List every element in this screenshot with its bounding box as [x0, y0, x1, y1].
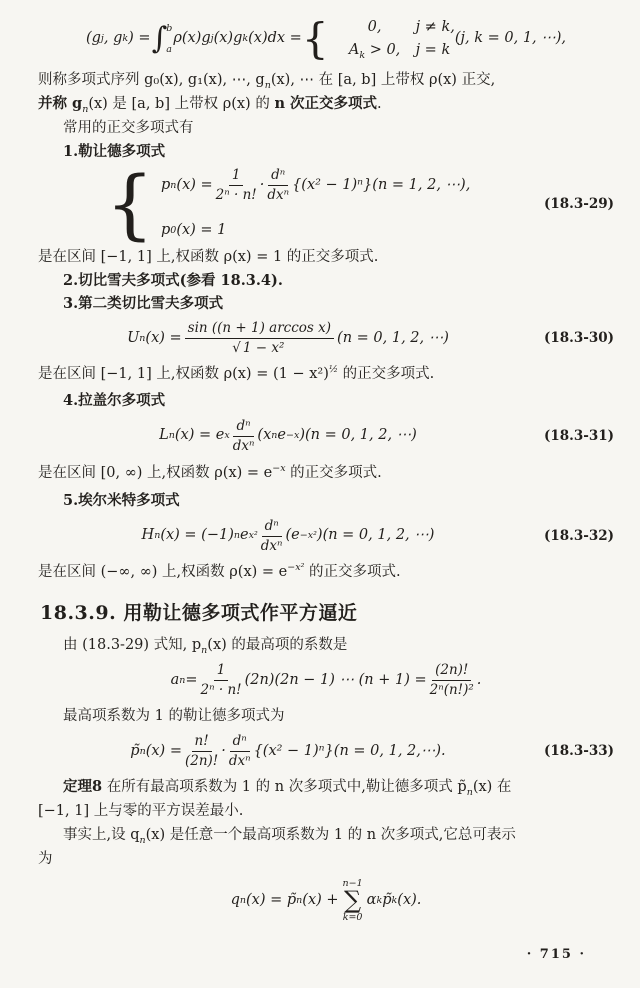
fraction: $\frac{\text{dⁿ}}{\text{dxⁿ}}$: [267, 167, 290, 204]
equation-number: (18.3-33): [543, 743, 614, 760]
item-chebyshev2-title: 3.第二类切比雪夫多项式: [63, 295, 224, 313]
para-theorem-8: 定理8 在所有最高项系数为 1 的 n 次多项式中,勒让德多项式 $p̃_n(x)$ 在 [−1, 1] 上与零的平方误差最小.: [38, 777, 512, 819]
para-orthogonal-sequence: 则称多项式序列 g₀(x), g₁(x), ⋯, $g_n(x)$, ⋯ 在 [a, b] 上带权 ρ(x) 正交, 并称 $g_n(x)$ 是 [a, b] 上带权 ρ(x) 的 n 次正交多项式.: [38, 72, 496, 116]
eq-leading-coefficient: a n = $\frac{1}{\text{2ⁿ · n!}}$ (2n)(2n − 1) ⋯ (n + 1) = $\frac{(2n)!}{\text{2ⁿ(n!)²}}$ .: [170, 662, 482, 699]
para-legendre-interval: 是在区间 [−1, 1] 上,权函数 ρ(x) = 1 的正交多项式.: [38, 249, 379, 266]
equation-number: (18.3-30): [543, 330, 614, 347]
equation-number: (18.3-29): [543, 196, 614, 213]
equation-number: (18.3-31): [543, 428, 614, 445]
para-laguerre-interval: 是在区间 [0, ∞) 上,权函数 $\rho(x) = e^{-x}$ 的正交多项式.: [38, 462, 382, 481]
para-monic-legendre: 最高项系数为 1 的勒让德多项式为: [63, 708, 285, 725]
summation-icon: n−1 ∑ k=0: [342, 877, 363, 924]
eq-legendre-18-3-29: { p n (x) = $\frac{1}{\text{2ⁿ · n!}}$ · $\frac{\text{dⁿ}}{\text{dxⁿ}}$ {(x² − 1)ⁿ} (n = 1, 2, ⋯), p 0 (x) = 1 (18.3-29): [105, 159, 614, 249]
fraction: $\frac{\text{dⁿ}}{\text{dxⁿ}}$: [228, 733, 251, 769]
left-brace-icon: {: [301, 14, 329, 64]
integral-icon: ∫ b a: [151, 21, 173, 57]
para-proof-setup: 事实上,设 $q_n(x)$ 是任意一个最高项系数为 1 的 n 次多项式,它总可表示 为: [38, 826, 516, 867]
fraction: $\frac{1}{\text{2ⁿ · n!}}$: [215, 167, 257, 204]
left-brace-icon: {: [105, 159, 154, 249]
para-chebyshev2-interval: 是在区间 [−1, 1] 上,权函数 $\rho(x) = (1 - x^2)^{\frac{1}{2}}$ 的正交多项式.: [38, 364, 435, 382]
fraction: $\frac{\text{sin ((n + 1) arccos x)}}{\text{√ 1 − x²}}$: [185, 320, 334, 357]
item-chebyshev-title: 2.切比雪夫多项式(参看 18.3.4).: [63, 272, 283, 290]
para-hermite-interval: 是在区间 (−∞, ∞) 上,权函数 $\rho(x) = e^{-x^2}$ 的正交多项式.: [38, 562, 401, 581]
fraction: $\frac{(2n)!}{\text{2ⁿ(n!)²}}$: [429, 662, 474, 699]
equation-number: (18.3-32): [543, 527, 614, 544]
item-hermite-title: 5.埃尔米特多项式: [63, 491, 180, 509]
eq-hermite-18-3-32: H n (x) = (−1) n e x² $\frac{\text{dⁿ}}{\text{dxⁿ}}$ (e −x² ) (n = 0, 1, 2, ⋯) (18.3-32): [141, 517, 614, 554]
item-legendre-title: 1.勒让德多项式: [63, 143, 166, 161]
sqrt-icon: √: [232, 340, 241, 356]
section-heading-18-3-9: 18.3.9. 用勒让德多项式作平方逼近: [40, 602, 358, 625]
eq-orth-lhs: (g: [85, 30, 101, 47]
eq-qn-expansion: q n (x) = p̃ n (x) + n−1 ∑ k=0 α k p̃ k (x).: [230, 877, 422, 924]
fraction: $\frac{1}{\text{2ⁿ · n!}}$: [200, 662, 242, 699]
eq-orthogonality: (g j , g k ) = ∫ b a ρ(x)g j (x)g k (x)dx = { 0, j ≠ k, $A_k > 0$, j = k (j, k = 0, 1, ⋯),: [85, 14, 567, 64]
eq-laguerre-18-3-31: L n (x) = e x $\frac{\text{dⁿ}}{\text{dxⁿ}}$ (x n e −x ) (n = 0, 1, 2, ⋯) (18.3-31): [159, 417, 614, 454]
para-leading-coefficient: 由 (18.3-29) 式知, $p_n(x)$ 的最高项的系数是: [63, 637, 348, 657]
para-common-polynomials: 常用的正交多项式有: [63, 120, 194, 137]
cases-block: 0, j ≠ k, $A_k > 0$, j = k: [348, 19, 455, 61]
page-number: · 715 ·: [526, 947, 586, 962]
fraction: $\frac{\text{dⁿ}}{\text{dxⁿ}}$: [232, 417, 255, 454]
fraction: $\frac{\text{dⁿ}}{\text{dxⁿ}}$: [260, 517, 283, 554]
fraction: $\frac{n!}{(2n)!}$: [184, 733, 219, 769]
eq-monic-legendre-18-3-33: p̃ n (x) = $\frac{n!}{(2n)!}$ · $\frac{\text{dⁿ}}{\text{dxⁿ}}$ {(x² − 1)ⁿ} (n = 0, 1, 2,⋯). (18.3-33): [130, 733, 614, 769]
eq-chebyshev2-18-3-30: U n (x) = $\frac{\text{sin ((n + 1) arccos x)}}{\text{√ 1 − x²}}$ (n = 0, 1, 2, ⋯) (18.3-30): [127, 320, 614, 356]
theorem-label: 定理8: [63, 777, 103, 795]
item-laguerre-title: 4.拉盖尔多项式: [63, 391, 166, 409]
